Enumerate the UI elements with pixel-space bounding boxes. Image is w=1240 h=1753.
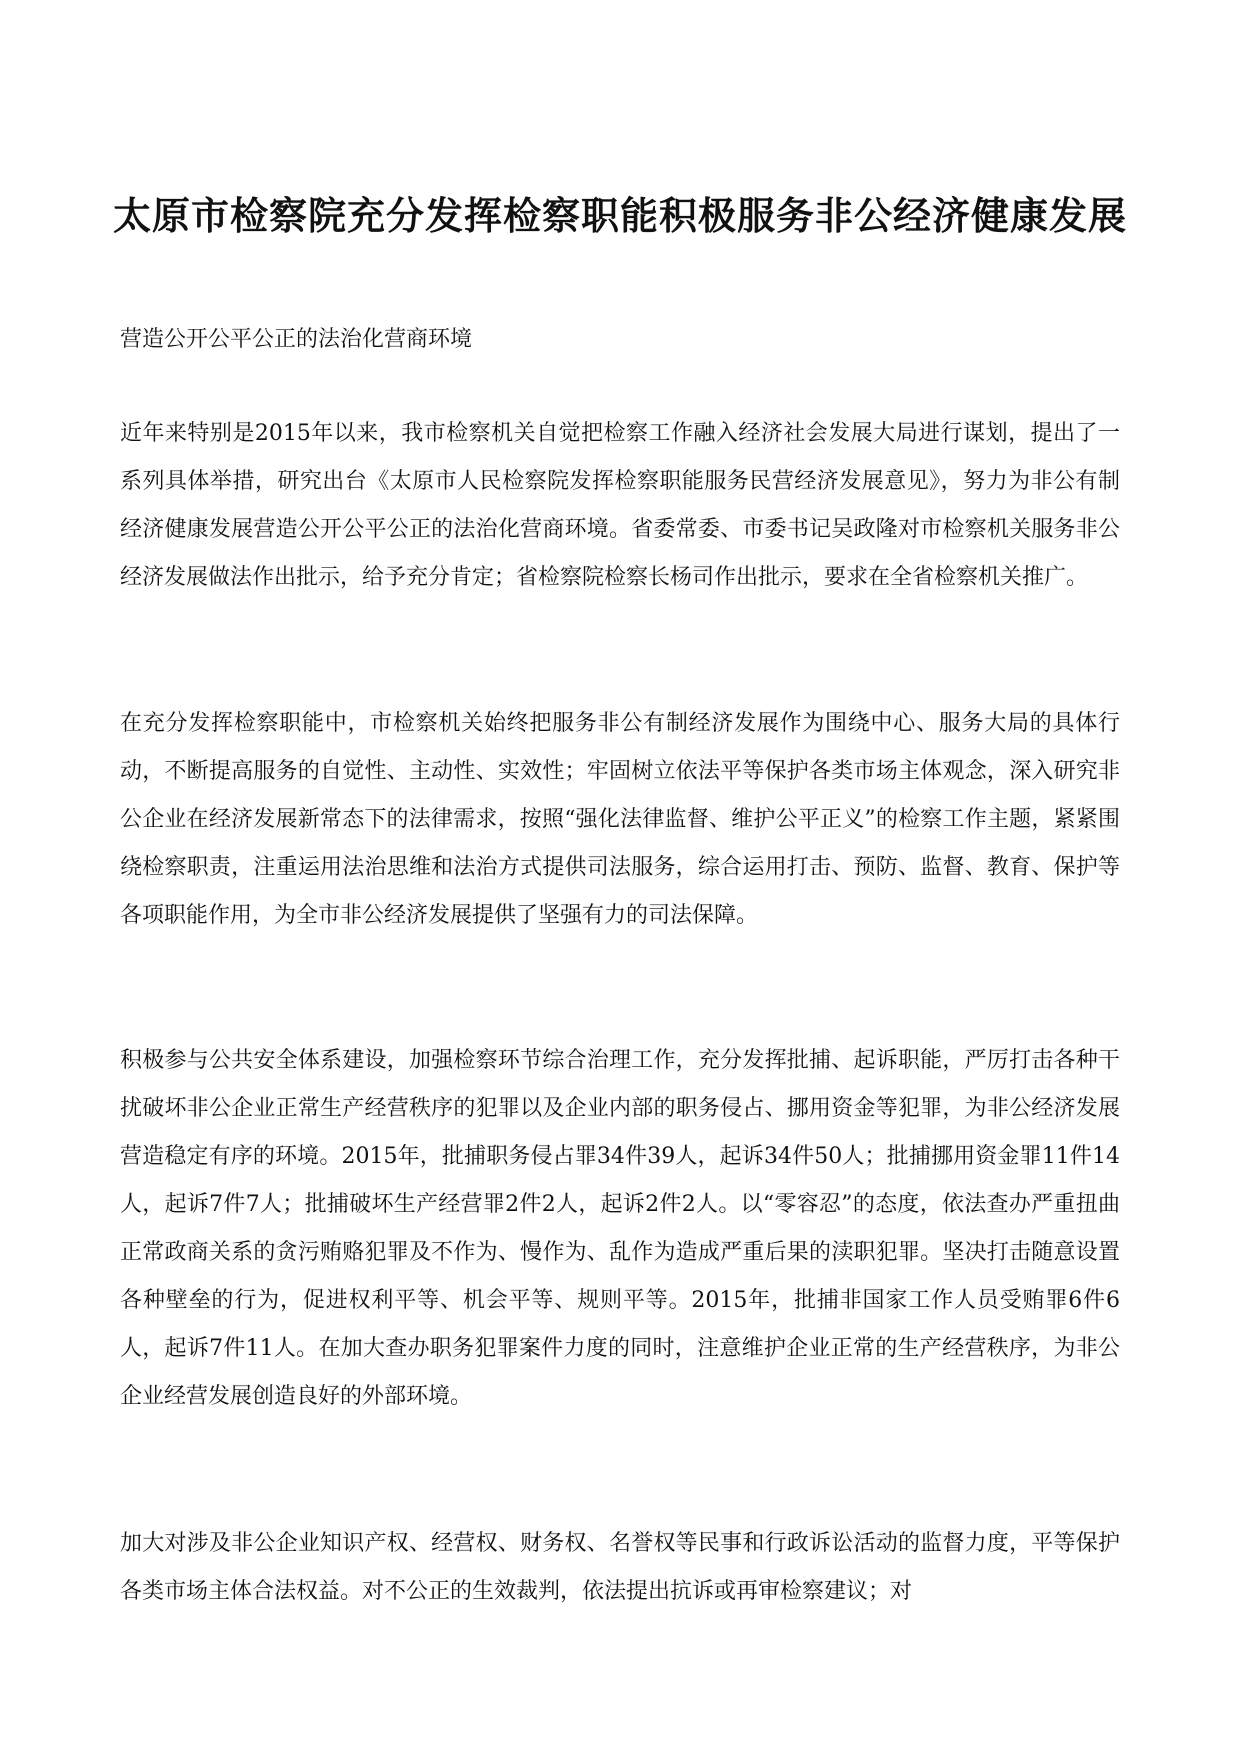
paragraph-2: 在充分发挥检察职能中，市检察机关始终把服务非公有制经济发展作为围绕中心、服务大局的具体行动，不断提高服务的自觉性、主动性、实效性；牢固树立依法平等保护各类市场主体观念，深入研究非公企业在经济发展新常态下的法律需求，按照“强化法律监督、维护公平正义”的检察工作主题，紧紧围绕检察职责，注重运用法治思维和法治方式提供司法服务，综合运用打击、预防、监督、教育、保护等各项职能作用，为全市非公经济发展提供了坚强有力的司法保障。 (120, 711, 1120, 928)
paragraph-4: 加大对涉及非公企业知识产权、经营权、财务权、名誉权等民事和行政诉讼活动的监督力度，平等保护各类市场主体合法权益。对不公正的生效裁判，依法提出抗诉或再审检察建议；对 (120, 1531, 1120, 1604)
paragraph-3: 积极参与公共安全体系建设，加强检察环节综合治理工作，充分发挥批捕、起诉职能，严厉打击各种干扰破坏非公企业正常生产经营秩序的犯罪以及企业内部的职务侵占、挪用资金等犯罪，为非公经济发展营造稳定有序的环境。2015年，批捕职务侵占罪34件39人，起诉34件50人；批捕挪用资金罪11件14人，起诉7件7人；批捕破坏生产经营罪2件2人，起诉2件2人。以“零容忍”的态度，依法查办严重扭曲正常政商关系的贪污贿赂犯罪及不作为、慢作为、乱作为造成严重后果的渎职犯罪。坚决打击随意设置各种壁垒的行为，促进权利平等、机会平等、规则平等。2015年，批捕非国家工作人员受贿罪6件6人，起诉7件11人。在加大查办职务犯罪案件力度的同时，注意维护企业正常的生产经营秩序，为非公企业经营发展创造良好的外部环境。 (120, 1048, 1120, 1409)
paragraph-1: 近年来特别是2015年以来，我市检察机关自觉把检察工作融入经济社会发展大局进行谋划，提出了一系列具体举措，研究出台《太原市人民检察院发挥检察职能服务民营经济发展意见》，努力为非公有制经济健康发展营造公开公平公正的法治化营商环境。省委常委、市委书记吴政隆对市检察机关服务非公经济发展做法作出批示，给予充分肯定；省检察院检察长杨司作出批示，要求在全省检察机关推广。 (120, 421, 1120, 590)
document-title: 太原市检察院充分发挥检察职能积极服务非公经济健康发展 (112, 194, 1127, 238)
section-subtitle: 营造公开公平公正的法治化营商环境 (120, 327, 473, 352)
